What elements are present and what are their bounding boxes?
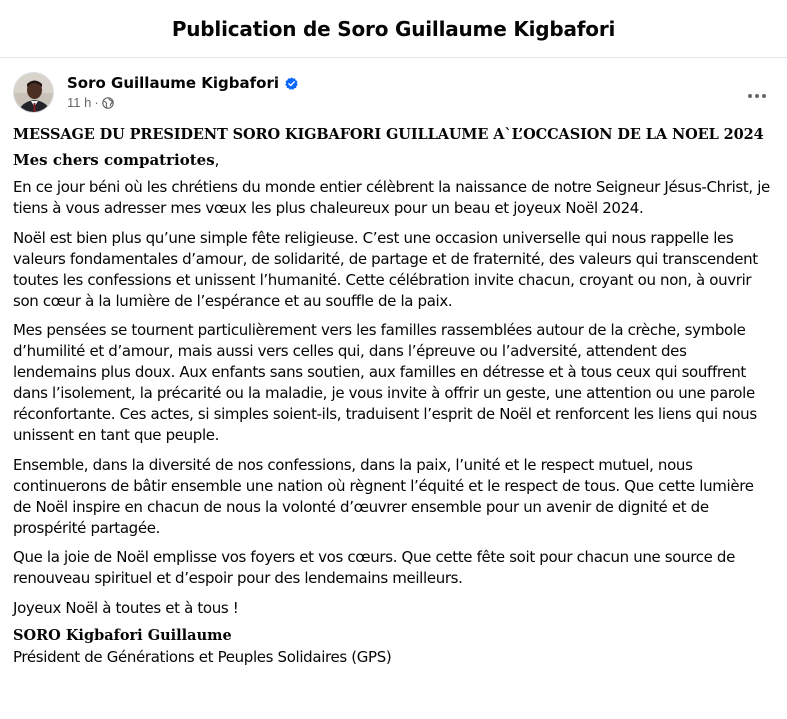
post-paragraph: Que la joie de Noël emplisse vos foyers et vos cœurs. Que cette fête soit pour chacun une source de renouveau spirituel et d’espoir pour des lendemains meilleurs. (13, 548, 735, 587)
post-paragraph: En ce jour béni où les chrétiens du monde entier célèbrent la naissance de notre Seigneur Jésus-Christ, je tiens à vous adresser mes vœux les plus chaleureux pour un beau et joyeux Noël 2024. (13, 178, 770, 217)
more-options-dot (762, 94, 766, 98)
author-row (67, 74, 298, 92)
post-timestamp[interactable]: 11 h (67, 95, 92, 110)
verified-badge-icon (285, 77, 298, 90)
post-greeting (13, 151, 773, 169)
post (0, 58, 787, 668)
post-paragraph: Noël est bien plus qu’une simple fête religieuse. C’est une occasion universelle qui nous rappelle les valeurs fondamentales d’amour, de solidarité, de partage et de fraternité, des valeurs qui transcendent toutes les confessions et unissent l’humanité. Cette célébration invite chacun, croyant ou non, à ouvrir son cœur à la lumière de l’espérance et au souffle de la paix. (13, 228, 758, 310)
post-paragraph: Joyeux Noël à toutes et à tous ! (13, 598, 239, 617)
avatar[interactable] (13, 72, 54, 113)
author-name[interactable]: Soro Guillaume Kigbafori (67, 74, 280, 92)
modal-header (0, 0, 787, 58)
post-headline: MESSAGE DU PRESIDENT SORO KIGBAFORI GUILLAUME A`L’OCCASION DE LA NOEL 2024 (13, 126, 764, 143)
post-paragraph: Mes pensées se tournent particulièrement vers les familles rassemblées autour de la crèche, symbole d’humilité et d’amour, mais aussi vers celles qui, dans l’épreuve ou l’adversité, attendent des lendemains plus doux. Aux enfants sans soutien, aux familles en détresse et à tous ceux qui souffrent dans l’isolement, la précarité ou la maladie, je vous invite à offrir un geste, une attention ou une parole réconfortante. Ces actes, si simples soient-ils, traduisent l’esprit de Noël et renforcent les liens qui nous unissent en tant que peuple. (13, 321, 757, 444)
signature-role: Président de Générations et Peuples Solidaires (GPS) (13, 648, 392, 666)
more-options-icon[interactable] (745, 86, 769, 106)
post-paragraph: Ensemble, dans la diversité de nos confessions, dans la paix, l’unité et le respect mutuel, nous continuerons de bâtir ensemble une nation où règnent l’équité et le respect de tous. Que cette lumière de Noël inspire en chacun de nous la volonté d’œuvrer ensemble pour un avenir de dignité et de prospérité partagée. (13, 455, 754, 537)
meta-separator: · (94, 95, 99, 110)
post-time-row (67, 95, 298, 110)
post-meta (67, 72, 298, 110)
more-options-dot (748, 94, 752, 98)
globe-icon[interactable] (102, 97, 114, 109)
avatar-image (14, 73, 54, 113)
post-body (0, 126, 787, 668)
greeting-text: Mes chers compatriotes (13, 151, 215, 169)
modal-title: Publication de Soro Guillaume Kigbafori (171, 16, 616, 41)
signature-name: SORO Kigbafori Guillaume (13, 627, 232, 644)
greeting-punctuation: , (214, 151, 220, 169)
more-options-dot (755, 94, 759, 98)
post-header (0, 58, 787, 124)
